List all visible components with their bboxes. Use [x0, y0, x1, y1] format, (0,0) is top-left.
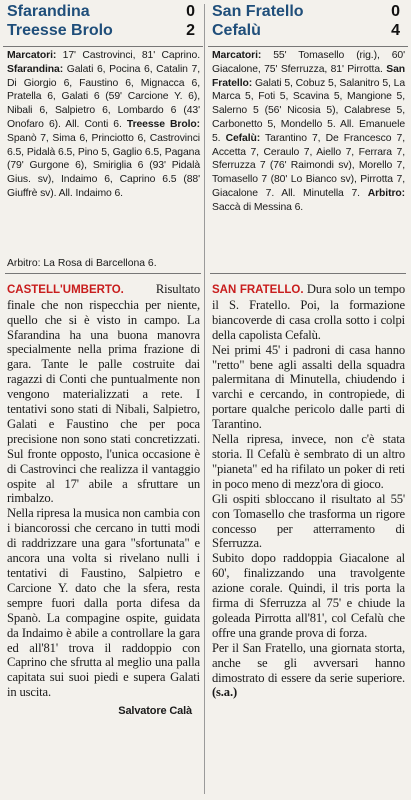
referee-line	[3, 257, 203, 271]
referee-label: Arbitro:	[367, 187, 405, 199]
article-paragraph: Nella ripresa, invece, non c'è stata storia. Il Cefalù è sembrato di un altro "pianeta" ed ha rifilato un poker di reti in poco meno di mezz'ora di gioco.	[212, 432, 405, 491]
article-kicker: SAN FRATELLO.	[212, 284, 304, 296]
left-column	[3, 0, 203, 719]
article-paragraph: Subito dopo raddoppia Giacalone al 60', finalizzando una travolgente azione corale. Quindi, il tris porta la firma di Sferruzza al 75' e chiude la goleada Pirrotta all'81', col Cefalù che offre una grande prova di forza.	[212, 551, 405, 640]
article-signature: (s.a.)	[212, 685, 237, 700]
right-column	[208, 0, 408, 700]
article-paragraph: Nei primi 45' i padroni di casa hanno "retto" bene agli assalti della squadra palermitana di Minutella, chiudendo i varchi e cercando, in contropiede, di portare qualche pericolo dalle parti di Tarantino.	[212, 342, 405, 432]
away-team-row	[212, 21, 406, 40]
away-team-name: Cefalù	[212, 22, 261, 39]
match-header-right	[208, 0, 408, 47]
scorers-text: 55' Tomasello (rig.), 60' Giacalone, 75' Sferruzza, 81' Pirrotta.	[212, 50, 405, 75]
home-team-score: 0	[391, 3, 400, 20]
referee-label: Arbitro:	[7, 258, 41, 269]
scorers-label: Marcatori:	[7, 50, 57, 61]
article-paragraph: Gli ospiti sbloccano il risultato al 55' con Tomasello che trasforma un rigore concesso per atterramento di Sferruzza.	[212, 491, 405, 551]
article-text: Risultato finale che non rispecchia per niente, quello che si è visto in campo. La Sfarandina ha una buona manovra specialmente nella prima frazione di gara. Tante le palle costruite dai ragazzi di Conti che puntualmente non vengono materializzati a rete. I tentativi sono stati di Nibali, Salpietro, Galati e Faustino che per poca precisione non sono stati concretizzati. Sul fronte opposto, l'unica occasione è di Castrovinci che realizza il vantaggio ospite al 17' abile a sfruttare un rimbalzo.	[7, 281, 200, 506]
away-team-row	[7, 21, 201, 40]
away-team-score: 2	[186, 22, 195, 39]
home-team-row	[212, 2, 406, 21]
scorers-label: Marcatori:	[212, 50, 262, 61]
referee-text: Saccà di Messina 6.	[212, 201, 304, 213]
away-lineup-label: Treesse Brolo:	[126, 118, 200, 130]
article-byline: Salvatore Calà	[118, 705, 192, 718]
article-paragraph	[212, 641, 405, 701]
home-team-name: San Fratello	[212, 3, 304, 20]
away-team-score: 4	[391, 22, 400, 39]
article-text: Dura solo un tempo il S. Fratello. Poi, la formazione biancoverde di casa crolla sotto i colpi della capolista Cefalù.	[212, 282, 405, 342]
home-team-row	[7, 2, 201, 21]
home-lineup-label: San Fratello:	[212, 63, 405, 89]
match-report-lineups	[208, 47, 408, 271]
match-article-left	[3, 274, 203, 719]
article-paragraph: Nella ripresa la musica non cambia con i biancorossi che cercano in tutti modi di raddrizzare una gara "sfortunata" e ancora una volta si rivelano nulli i tentativi di Faustino, Salpietro e Carcione Y. dato che la sfera, resta sempre fuori dalla porta difesa da Spanò. La compagine ospite, guidata da Indaimo è abile a controllare la gara ed all'81' trova il raddoppio con Caprino che sfrutta al meglio una palla capitata sui suoi piedi e supera Galati in uscita.	[7, 506, 200, 700]
article-kicker: CASTELL'UMBERTO.	[7, 283, 124, 296]
referee-text: La Rosa di Barcellona 6.	[40, 258, 157, 269]
home-lineup-text: Galati 6, Pocina 6, Catalin 7, Di Giorgio 6, Faustino 6, Mignacca 6, Pratella 6, Galati 6 (59' Carcione Y. 6), Nibali 6, Salpietro 6, Lombardo 6 (43' Onofaro 6). All. Conti 6.	[7, 63, 200, 130]
article-paragraph	[7, 282, 200, 507]
match-article-right	[208, 274, 408, 700]
away-lineup-text: Tarantino 7, De Francesco 7, Accetta 7, Ceraulo 7, Aiello 7, Ferrara 7, Sferruzza 7 (76' Raimondi sv), Morello 7, Tomasello 7 (80' Lo Bianco sv), Pirrotta 7, Giacalone 7. All. Minutella 7.	[212, 132, 405, 199]
match-header-left	[3, 0, 203, 47]
home-lineup-text: Galati 5, Cobuz 5, Salanitro 5, La Marca 5, Foti 5, Scavina 5, Mangione 5, Salerno 5 (56' Nicosia 5), Calabrese 5, Carbonetto 5, Mondello 5. All. Emanuele 5.	[212, 77, 405, 144]
home-team-score: 0	[186, 3, 195, 20]
home-lineup-label: Sfarandina:	[7, 63, 64, 75]
column-divider	[204, 4, 205, 794]
match-report-lineups	[3, 47, 203, 257]
article-paragraph	[212, 282, 405, 343]
scorers-text: 17' Castrovinci, 81' Caprino.	[56, 50, 200, 61]
away-lineup-text: Spanò 7, Sima 6, Princiotto 6, Castrovinci 6.5, Pidalà 6.5, Pino 5, Gaglio 6.5, Pagana (79' Gurgone 6), Smiriglia 6 (93' Pidalà Gius. sv), Indaimo 6, Caprino 6.5 (88' Giuffrè sv). All. Indaimo 6.	[7, 132, 200, 199]
away-team-name: Treesse Brolo	[7, 22, 113, 39]
article-text: Per il San Fratello, una giornata storta, anche se gli avversari hanno dimostrato di essere da serie superiore.	[212, 640, 405, 685]
away-lineup-label: Cefalù:	[225, 132, 261, 144]
home-team-name: Sfarandina	[7, 3, 90, 20]
